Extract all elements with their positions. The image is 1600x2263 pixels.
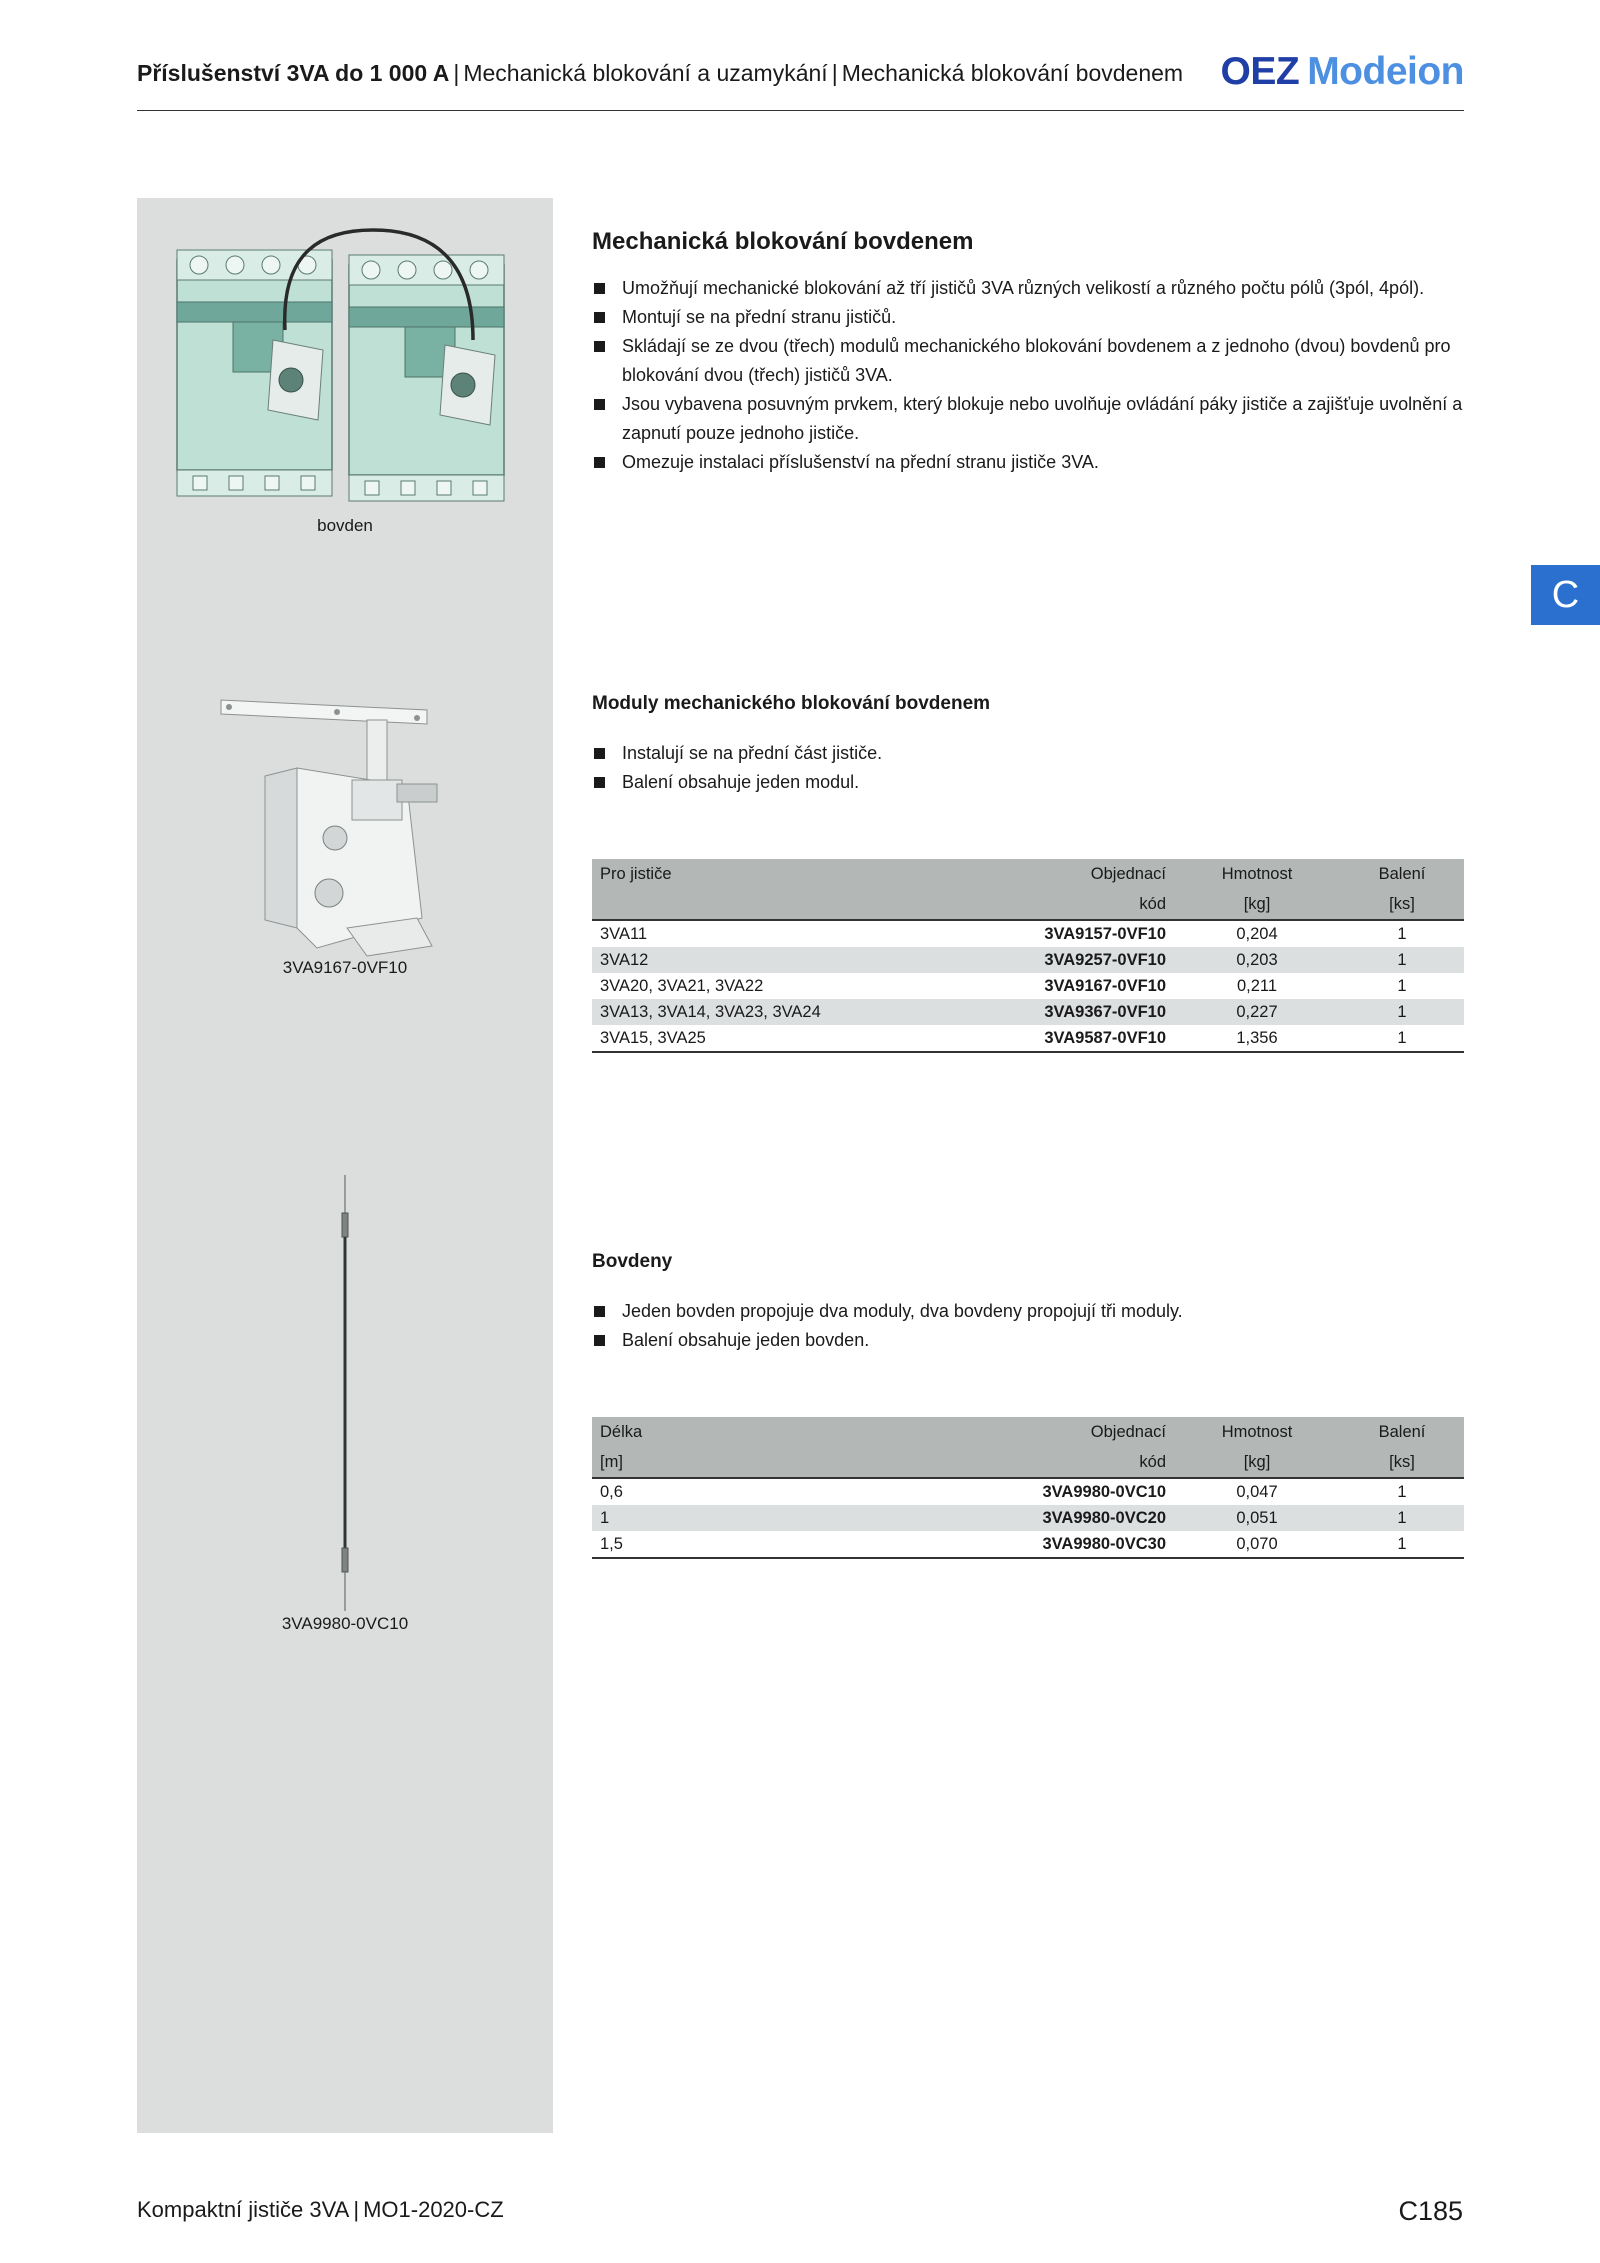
oez-modeion-logo	[1221, 50, 1464, 94]
section-interlock-modules	[592, 693, 1464, 1053]
table-row	[592, 920, 1464, 947]
cell-pack: 1	[1340, 1025, 1464, 1052]
column-header: Pro jističe	[592, 859, 968, 889]
column-header-unit: [kg]	[1174, 1447, 1340, 1478]
cell-pack: 1	[1397, 977, 1407, 995]
section-bowden-interlocks	[592, 228, 1464, 477]
table-row	[592, 1531, 1464, 1558]
column-header-unit: kód	[968, 1447, 1174, 1478]
cables-table	[592, 1417, 1464, 1559]
section-tab: C	[1531, 565, 1600, 625]
section-title: Bovdeny	[592, 1251, 673, 1272]
column-header: Délka	[592, 1417, 968, 1447]
cell-order-code: 3VA9157-0VF10	[1044, 925, 1166, 943]
footer-doc-code: MO1-2020-CZ	[363, 2197, 504, 2222]
breaker-pair-image	[173, 220, 513, 520]
section-title: Mechanická blokování bovdenem	[592, 228, 974, 255]
cell-breaker: 3VA15, 3VA25	[592, 1025, 968, 1052]
cell-breaker: 3VA11	[600, 925, 648, 943]
cell-pack: 1	[1340, 999, 1464, 1025]
table-row	[592, 1025, 1464, 1052]
interlock-module-image	[217, 688, 487, 978]
cell-pack: 1	[1397, 1483, 1407, 1501]
column-header-unit: [m]	[592, 1447, 968, 1478]
feature-list	[592, 274, 1464, 477]
column-header: Objednací	[968, 859, 1174, 889]
page-header	[137, 50, 1464, 111]
bowden-cable-image	[335, 1173, 355, 1613]
breadcrumb-topic: Mechanická blokování bovdenem	[841, 60, 1184, 86]
cell-weight: 0,051	[1174, 1505, 1340, 1531]
image-caption-cable: 3VA9980-0VC10	[281, 1614, 409, 1633]
list-item: Montují se na přední stranu jističů.	[592, 303, 1464, 332]
column-header: Hmotnost	[1174, 1417, 1340, 1447]
list-item: Instalují se na přední část jističe.	[592, 739, 1464, 768]
feature-list	[592, 1297, 1464, 1355]
section-title: Moduly mechanického blokování bovdenem	[592, 693, 991, 714]
cell-order-code: 3VA9980-0VC30	[968, 1531, 1174, 1558]
feature-list	[592, 739, 1464, 797]
cell-order-code: 3VA9167-0VF10	[1044, 977, 1166, 995]
list-item: Balení obsahuje jeden modul.	[592, 768, 1464, 797]
cell-order-code: 3VA9980-0VC10	[1042, 1483, 1166, 1501]
cell-breaker: 3VA20, 3VA21, 3VA22	[600, 977, 764, 995]
column-header: Objednací	[968, 1417, 1174, 1447]
column-header-unit: kód	[968, 889, 1174, 920]
breaker-left	[177, 250, 332, 496]
page-number: C185	[1398, 2196, 1463, 2226]
table-row	[592, 999, 1464, 1025]
breadcrumb-section: Mechanická blokování a uzamykání	[463, 60, 828, 86]
image-caption-module: 3VA9167-0VF10	[282, 958, 408, 977]
cell-pack: 1	[1397, 925, 1407, 943]
cell-weight: 0,070	[1174, 1531, 1340, 1558]
footer-title: Kompaktní jističe 3VA	[137, 2197, 350, 2222]
cell-order-code: 3VA9367-0VF10	[968, 999, 1174, 1025]
column-header: Balení	[1340, 1417, 1464, 1447]
cell-length: 1	[592, 1505, 968, 1531]
table-row	[592, 947, 1464, 973]
list-item: Omezuje instalaci příslušenství na přední stranu jističe 3VA.	[592, 448, 1464, 477]
breaker-right	[349, 255, 504, 501]
column-header: Hmotnost	[1174, 859, 1340, 889]
list-item: Jeden bovden propojuje dva moduly, dva bovdeny propojují tři moduly.	[592, 1297, 1464, 1326]
cell-weight: 0,203	[1174, 947, 1340, 973]
table-row	[592, 973, 1464, 999]
cell-length: 1,5	[592, 1531, 968, 1558]
modules-table	[592, 859, 1464, 1053]
page-footer: Kompaktní jističe 3VA | MO1-2020-CZ	[137, 2197, 504, 2222]
cell-order-code: 3VA9257-0VF10	[968, 947, 1174, 973]
list-item: Umožňují mechanické blokování až tří jističů 3VA různých velikostí a různého počtu pólů (3pól, 4pól).	[592, 274, 1464, 303]
cell-order-code: 3VA9980-0VC20	[968, 1505, 1174, 1531]
cell-breaker: 3VA12	[592, 947, 968, 973]
column-header: Balení	[1340, 859, 1464, 889]
column-header-unit: [ks]	[1340, 1447, 1464, 1478]
section-bowden-cables	[592, 1251, 1464, 1559]
list-item: Balení obsahuje jeden bovden.	[592, 1326, 1464, 1355]
column-header-unit: [kg]	[1174, 889, 1340, 920]
logo-oez: OEZ	[1220, 50, 1300, 93]
cell-length: 0,6	[600, 1483, 623, 1501]
cell-order-code: 3VA9587-0VF10	[968, 1025, 1174, 1052]
cell-pack: 1	[1340, 947, 1464, 973]
list-item: Jsou vybavena posuvným prvkem, který blokuje nebo uvolňuje ovládání páky jističe a zajišťuje uvolnění a zapnutí pouze jednoho jističe.	[592, 390, 1464, 448]
column-header-unit	[592, 889, 968, 920]
cell-weight: 0,211	[1236, 977, 1278, 995]
cell-breaker: 3VA13, 3VA14, 3VA23, 3VA24	[592, 999, 968, 1025]
cell-weight: 0,204	[1236, 925, 1278, 943]
table-row	[592, 1505, 1464, 1531]
cell-pack: 1	[1340, 1505, 1464, 1531]
breadcrumb: Příslušenství 3VA do 1 000 A | Mechanická blokování a uzamykání | Mechanická blokování bovdenem	[137, 60, 1184, 86]
image-caption-bovden: bovden	[317, 516, 373, 535]
breadcrumb-main: Příslušenství 3VA do 1 000 A	[137, 60, 450, 86]
table-row	[592, 1478, 1464, 1505]
cell-weight: 0,227	[1174, 999, 1340, 1025]
cell-pack: 1	[1340, 1531, 1464, 1558]
cell-weight: 0,047	[1236, 1483, 1278, 1501]
column-header-unit: [ks]	[1340, 889, 1464, 920]
image-column	[137, 198, 553, 2133]
cell-weight: 1,356	[1174, 1025, 1340, 1052]
list-item: Skládají se ze dvou (třech) modulů mechanického blokování bovdenem a z jednoho (dvou) bovdenů pro blokování dvou (třech) jističů 3VA.	[592, 332, 1464, 390]
logo-modeion: Modeion	[1307, 50, 1464, 93]
